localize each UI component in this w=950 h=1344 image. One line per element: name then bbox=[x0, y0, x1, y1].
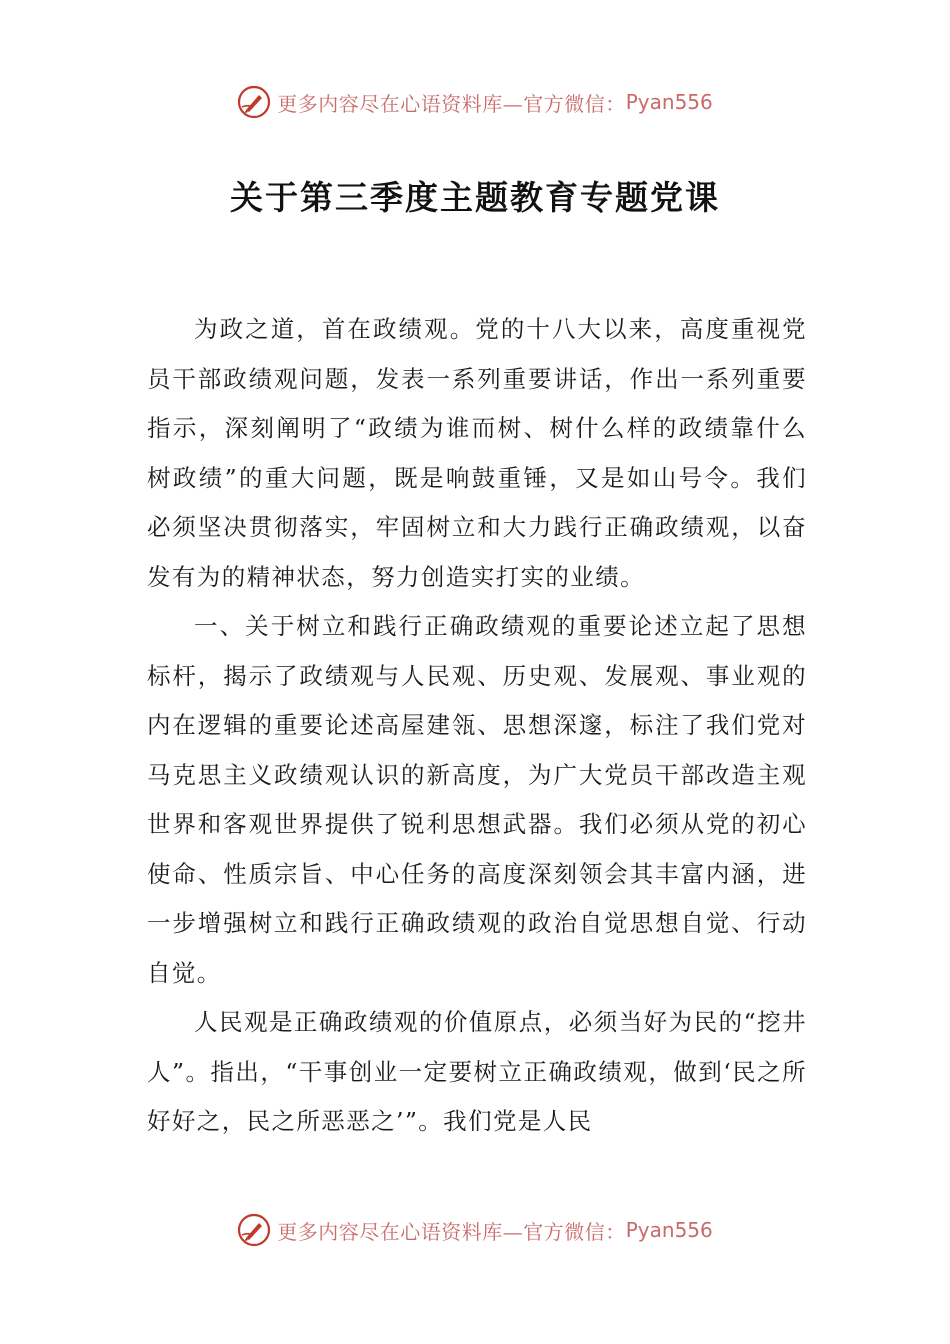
paragraph: 为政之道，首在政绩观。党的十八大以来，高度重视党员干部政绩观问题，发表一系列重要讲话，作出一系列重要指示，深刻阐明了“政绩为谁而树、树什么样的政绩靠什么树政绩”的重大问题，既是响鼓重锤，又是如山号令。我们必须坚决贯彻落实，牢固树立和大力践行正确政绩观，以奋发有为的精神状态，努力创造实打实的业绩。 bbox=[147, 315, 807, 591]
watermark-text: 更多内容尽在心语资料库—官方微信： bbox=[277, 91, 626, 116]
watermark-handle: Pyan556 bbox=[625, 1218, 713, 1242]
document-title: 关于第三季度主题教育专题党课 bbox=[230, 178, 720, 217]
watermark-text: 更多内容尽在心语资料库—官方微信： bbox=[277, 1219, 626, 1244]
pen-logo-icon bbox=[237, 1213, 271, 1247]
footer-watermark bbox=[0, 1208, 950, 1252]
header-watermark bbox=[0, 80, 950, 124]
paragraph: 人民观是正确政绩观的价值原点，必须当好为民的“挖井人”。指出，“干事创业一定要树立正确政绩观，做到‘民之所好好之，民之所恶恶之’”。我们党是人民 bbox=[147, 1008, 807, 1135]
watermark-handle: Pyan556 bbox=[625, 90, 713, 114]
pen-logo-icon bbox=[237, 85, 271, 119]
paragraph: 一、关于树立和践行正确政绩观的重要论述立起了思想标杆，揭示了政绩观与人民观、历史观、发展观、事业观的内在逻辑的重要论述高屋建瓴、思想深邃，标注了我们党对马克思主义政绩观认识的新高度，为广大党员干部改造主观世界和客观世界提供了锐利思想武器。我们必须从党的初心使命、性质宗旨、中心任务的高度深刻领会其丰富内涵，进一步增强树立和践行正确政绩观的政治自觉思想自觉、行动自觉。 bbox=[147, 612, 807, 987]
document-body bbox=[147, 305, 807, 1147]
